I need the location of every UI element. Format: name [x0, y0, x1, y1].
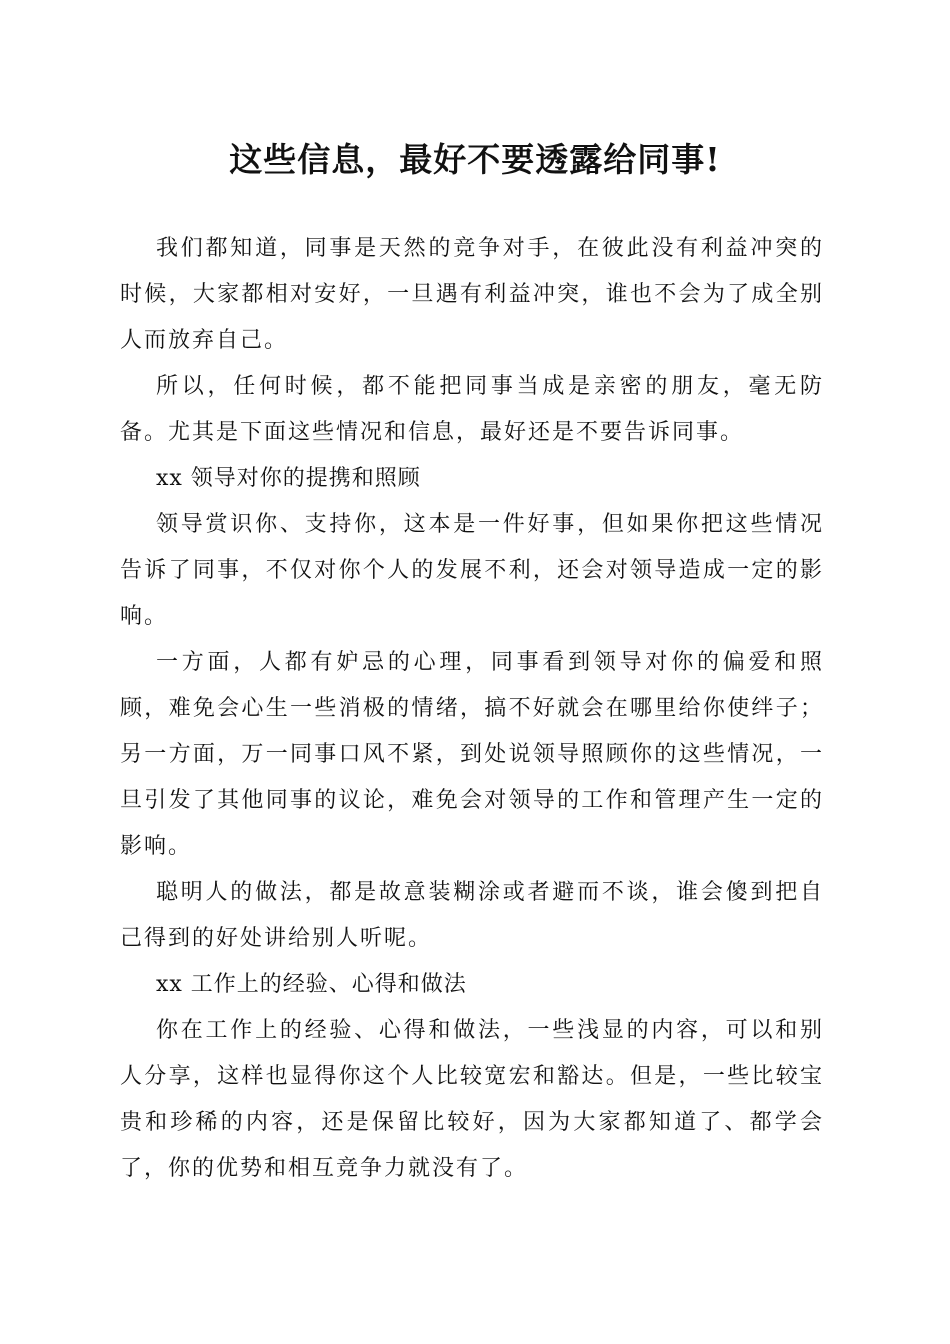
paragraph-work-experience: 你在工作上的经验、心得和做法，一些浅显的内容，可以和别人分享，这样也显得你这个人比较宽宏和豁达。但是，一些比较宝贵和珍稀的内容，还是保留比较好，因为大家都知道了、都学会了，你的优势和相互竞争力就没有了。 [120, 1018, 824, 1181]
paragraph-leader-support: 领导赏识你、支持你，这本是一件好事，但如果你把这些情况告诉了同事，不仅对你个人的发展不利，还会对领导造成一定的影响。 [120, 512, 824, 629]
paragraph-intro: 我们都知道，同事是天然的竞争对手，在彼此没有利益冲突的时候，大家都相对安好，一旦遇有利益冲突，谁也不会为了成全别人而放弃自己。 [120, 236, 824, 353]
paragraph-smart-approach: 聪明人的做法，都是故意装糊涂或者避而不谈，谁会傻到把自己得到的好处讲给别人听呢。 [120, 880, 824, 951]
paragraph-caution: 所以，任何时候，都不能把同事当成是亲密的朋友，毫无防备。尤其是下面这些情况和信息，最好还是不要告诉同事。 [120, 374, 824, 445]
paragraph-leader-impact: 一方面，人都有妒忌的心理，同事看到领导对你的偏爱和照顾，难免会心生一些消极的情绪，搞不好就会在哪里给你使绊子；另一方面，万一同事口风不紧，到处说领导照顾你的这些情况，一旦引发了其他同事的议论，难免会对领导的工作和管理产生一定的影响。 [120, 650, 824, 859]
document-title: 这些信息，最好不要透露给同事! [229, 140, 721, 179]
section-heading-leader-support: xx 领导对你的提携和照顾 [156, 466, 421, 491]
section-heading-work-experience: xx 工作上的经验、心得和做法 [156, 972, 467, 997]
document-body [120, 226, 824, 1192]
